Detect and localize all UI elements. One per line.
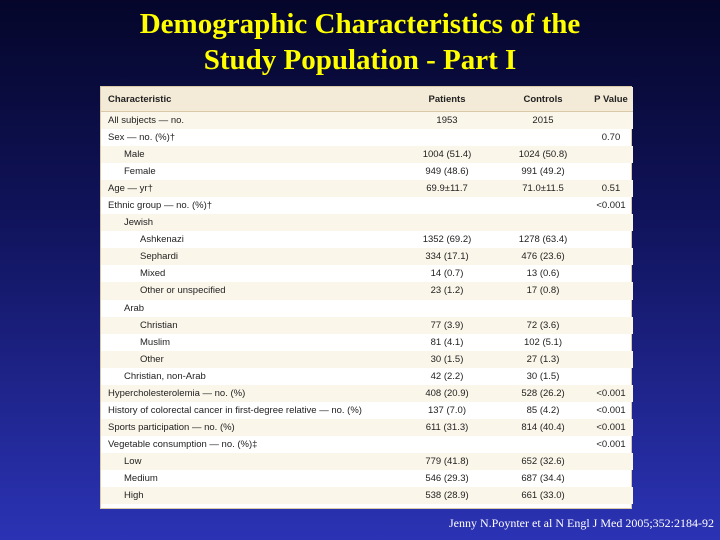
patients-value: 408 (20.9) bbox=[397, 385, 497, 402]
table-row bbox=[101, 163, 633, 180]
controls-value: 72 (3.6) bbox=[497, 317, 589, 334]
controls-value: 71.0±11.5 bbox=[497, 180, 589, 197]
row-label: Medium bbox=[124, 473, 158, 484]
p-value bbox=[589, 300, 633, 317]
row-label: Arab bbox=[124, 302, 145, 314]
row-label: Ethnic group — no. (%)† bbox=[108, 200, 213, 212]
p-value: <0.001 bbox=[596, 438, 626, 450]
patients-value: 42 (2.2) bbox=[430, 370, 464, 382]
p-value bbox=[589, 231, 633, 248]
table-row bbox=[101, 180, 633, 197]
p-value bbox=[589, 112, 633, 130]
row-label: Other or unspecified bbox=[101, 282, 397, 299]
p-value bbox=[589, 248, 633, 265]
patients-value bbox=[397, 129, 497, 146]
patients-value: 77 (3.9) bbox=[397, 317, 497, 334]
controls-value: 102 (5.1) bbox=[523, 336, 563, 348]
row-label: All subjects — no. bbox=[101, 112, 397, 130]
p-value bbox=[589, 282, 633, 299]
table-header-row bbox=[101, 87, 633, 112]
p-value bbox=[589, 334, 633, 351]
controls-value bbox=[497, 436, 589, 453]
row-label: Vegetable consumption — no. (%)‡ bbox=[108, 438, 258, 450]
p-value bbox=[589, 317, 633, 334]
row-label: Muslim bbox=[140, 336, 171, 348]
table-row bbox=[101, 334, 633, 351]
controls-value: 661 (33.0) bbox=[497, 487, 589, 504]
controls-value: 991 (49.2) bbox=[521, 166, 565, 178]
patients-value: 1352 (69.2) bbox=[422, 234, 472, 246]
row-label: Sex — no. (%)† bbox=[108, 132, 176, 144]
demographics-table-panel bbox=[100, 86, 632, 509]
table-row bbox=[101, 487, 633, 504]
patients-value: 69.9±11.7 bbox=[397, 180, 497, 197]
row-label: Low bbox=[101, 453, 397, 470]
p-value: 0.70 bbox=[601, 132, 621, 144]
patients-value: 14 (0.7) bbox=[430, 268, 464, 280]
patients-value: 611 (31.3) bbox=[397, 419, 497, 436]
p-value bbox=[589, 351, 633, 368]
table-row bbox=[101, 282, 633, 299]
controls-value: 1278 (63.4) bbox=[518, 234, 568, 246]
patients-value bbox=[397, 214, 497, 231]
controls-value: 1024 (50.8) bbox=[497, 146, 589, 163]
table-row bbox=[101, 419, 633, 436]
p-value: 0.51 bbox=[589, 180, 633, 197]
slide-title bbox=[0, 6, 720, 78]
table-row bbox=[101, 470, 633, 487]
patients-value: 1953 bbox=[397, 112, 497, 130]
controls-value: 13 (0.6) bbox=[526, 268, 560, 280]
controls-value bbox=[497, 300, 589, 317]
row-label: Sephardi bbox=[101, 248, 397, 265]
controls-value bbox=[497, 129, 589, 146]
row-label: Jewish bbox=[101, 214, 397, 231]
row-label: Hypercholesterolemia — no. (%) bbox=[101, 385, 397, 402]
p-value: <0.001 bbox=[596, 404, 626, 416]
patients-value bbox=[397, 300, 497, 317]
table-row bbox=[101, 436, 633, 453]
controls-value: 476 (23.6) bbox=[497, 248, 589, 265]
table-row bbox=[101, 197, 633, 214]
table-row bbox=[101, 265, 633, 282]
table-row bbox=[101, 402, 633, 419]
controls-value: 652 (32.6) bbox=[497, 453, 589, 470]
table-row bbox=[101, 317, 633, 334]
patients-value: 81 (4.1) bbox=[430, 336, 464, 348]
controls-value bbox=[497, 214, 589, 231]
patients-value: 30 (1.5) bbox=[397, 351, 497, 368]
p-value bbox=[589, 163, 633, 180]
row-label: History of colorectal cancer in first-degree relative — no. (%) bbox=[108, 404, 362, 416]
table-body bbox=[101, 112, 633, 505]
p-value: <0.001 bbox=[589, 419, 633, 436]
row-label: Ashkenazi bbox=[140, 234, 184, 246]
table-row bbox=[101, 231, 633, 248]
patients-value: 1004 (51.4) bbox=[397, 146, 497, 163]
table-row bbox=[101, 214, 633, 231]
controls-value: 17 (0.8) bbox=[497, 282, 589, 299]
patients-value: 546 (29.3) bbox=[425, 473, 469, 484]
p-value: <0.001 bbox=[596, 200, 626, 212]
p-value bbox=[589, 146, 633, 163]
slide-title-line-1: Demographic Characteristics of the bbox=[139, 8, 581, 40]
row-label: Male bbox=[101, 146, 397, 163]
citation: Jenny N.Poynter et al N Engl J Med 2005;352:2184-92 bbox=[449, 516, 714, 530]
patients-value: 538 (28.9) bbox=[397, 487, 497, 504]
table-row bbox=[101, 112, 633, 130]
header-characteristic: Characteristic bbox=[101, 87, 397, 112]
header-patients: Patients bbox=[397, 87, 497, 112]
table-row bbox=[101, 129, 633, 146]
p-value bbox=[589, 368, 633, 385]
patients-value: 779 (41.8) bbox=[397, 453, 497, 470]
row-label: Female bbox=[124, 166, 156, 178]
patients-value: 949 (48.6) bbox=[425, 166, 469, 178]
header-p-value: P Value bbox=[589, 87, 633, 112]
row-label: High bbox=[101, 487, 397, 504]
patients-value bbox=[397, 436, 497, 453]
patients-value bbox=[397, 197, 497, 214]
header-controls: Controls bbox=[497, 87, 589, 112]
p-value bbox=[589, 487, 633, 504]
controls-value: 27 (1.3) bbox=[497, 351, 589, 368]
controls-value: 814 (40.4) bbox=[497, 419, 589, 436]
table-row bbox=[101, 351, 633, 368]
controls-value: 85 (4.2) bbox=[526, 404, 560, 416]
p-value: <0.001 bbox=[589, 385, 633, 402]
row-label: Christian, non-Arab bbox=[124, 370, 206, 382]
table-row bbox=[101, 368, 633, 385]
controls-value: 2015 bbox=[497, 112, 589, 130]
controls-value: 687 (34.4) bbox=[521, 473, 565, 484]
table-row bbox=[101, 248, 633, 265]
table-row bbox=[101, 146, 633, 163]
row-label: Mixed bbox=[140, 268, 166, 280]
table-row bbox=[101, 385, 633, 402]
row-label: Other bbox=[101, 351, 397, 368]
p-value bbox=[589, 470, 633, 487]
row-label: Sports participation — no. (%) bbox=[101, 419, 397, 436]
table-row bbox=[101, 453, 633, 470]
controls-value: 30 (1.5) bbox=[526, 370, 560, 382]
patients-value: 137 (7.0) bbox=[427, 404, 467, 416]
demographics-table bbox=[101, 87, 633, 504]
p-value bbox=[589, 453, 633, 470]
patients-value: 23 (1.2) bbox=[397, 282, 497, 299]
row-label: Age — yr† bbox=[101, 180, 397, 197]
table-row bbox=[101, 300, 633, 317]
patients-value: 334 (17.1) bbox=[397, 248, 497, 265]
slide-title-line-2: Study Population - Part I bbox=[203, 44, 517, 76]
row-label: Christian bbox=[101, 317, 397, 334]
controls-value: 528 (26.2) bbox=[497, 385, 589, 402]
p-value bbox=[589, 265, 633, 282]
controls-value bbox=[497, 197, 589, 214]
p-value bbox=[589, 214, 633, 231]
